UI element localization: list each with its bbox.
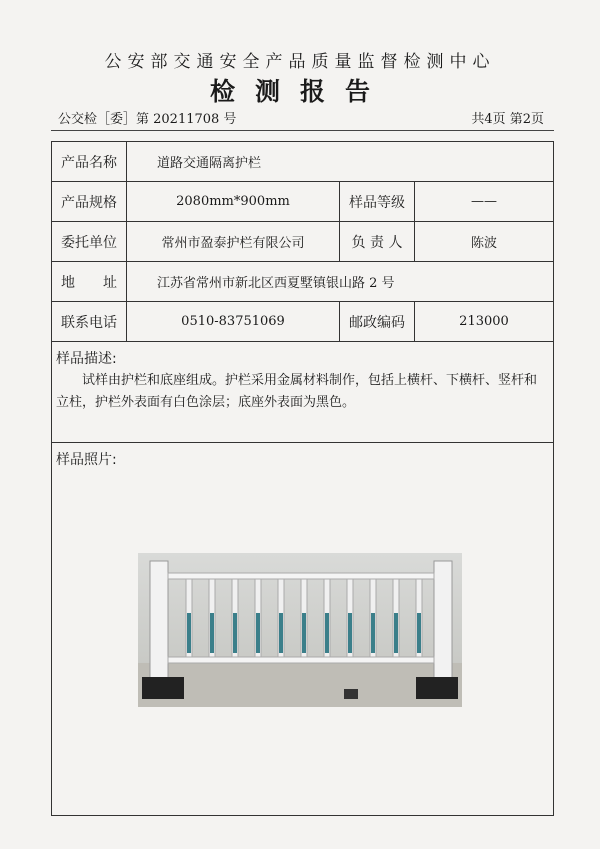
client-value: 常州市盈泰护栏有限公司 [127, 222, 340, 262]
description-label: 样品描述: [56, 351, 117, 367]
report-table [51, 141, 554, 816]
bar-shadow [325, 613, 329, 653]
address-label: 地 址 [52, 262, 127, 302]
description-text: 试样由护栏和底座组成。护栏采用金属材料制作，包括上横杆、下横杆、竖杆和立柱，护栏外表面有白色涂层；底座外表面为黑色。 [56, 373, 538, 410]
phone-value: 0510-83751069 [127, 302, 340, 342]
grade-value: —— [415, 182, 554, 222]
divider [51, 130, 554, 131]
organization-name: 公安部交通安全产品质量监督检测中心 [104, 52, 496, 72]
product-name-label: 产品名称 [52, 142, 127, 182]
bar-shadow [417, 613, 421, 653]
bar-shadow [210, 613, 214, 653]
client-label: 委托单位 [52, 222, 127, 262]
person-label: 负 责 人 [340, 222, 415, 262]
bar-shadow [394, 613, 398, 653]
page-info: 共4页 第2页 [471, 112, 544, 127]
phone-label: 联系电话 [52, 302, 127, 342]
postcode-value: 213000 [415, 302, 554, 342]
bar-shadow [187, 613, 191, 653]
bar-shadow [279, 613, 283, 653]
product-name: 道路交通隔离护栏 [127, 142, 554, 182]
guardrail-image [138, 553, 462, 707]
report-number: 公交检［委］第 20211708 号 [58, 112, 237, 127]
bar-shadow [233, 613, 237, 653]
bar-shadow [348, 613, 352, 653]
bar-shadow [371, 613, 375, 653]
bar-shadow [302, 613, 306, 653]
spec-label: 产品规格 [52, 182, 127, 222]
spec-value: 2080mm*900mm [127, 182, 340, 222]
report-title: 检测报告 [209, 77, 390, 106]
address-value: 江苏省常州市新北区西夏墅镇银山路 2 号 [127, 262, 554, 302]
grade-label: 样品等级 [340, 182, 415, 222]
sample-photo [138, 553, 462, 707]
bar-shadow [256, 613, 260, 653]
postcode-label: 邮政编码 [340, 302, 415, 342]
person-value: 陈波 [415, 222, 554, 262]
photo-label: 样品照片: [56, 452, 117, 468]
